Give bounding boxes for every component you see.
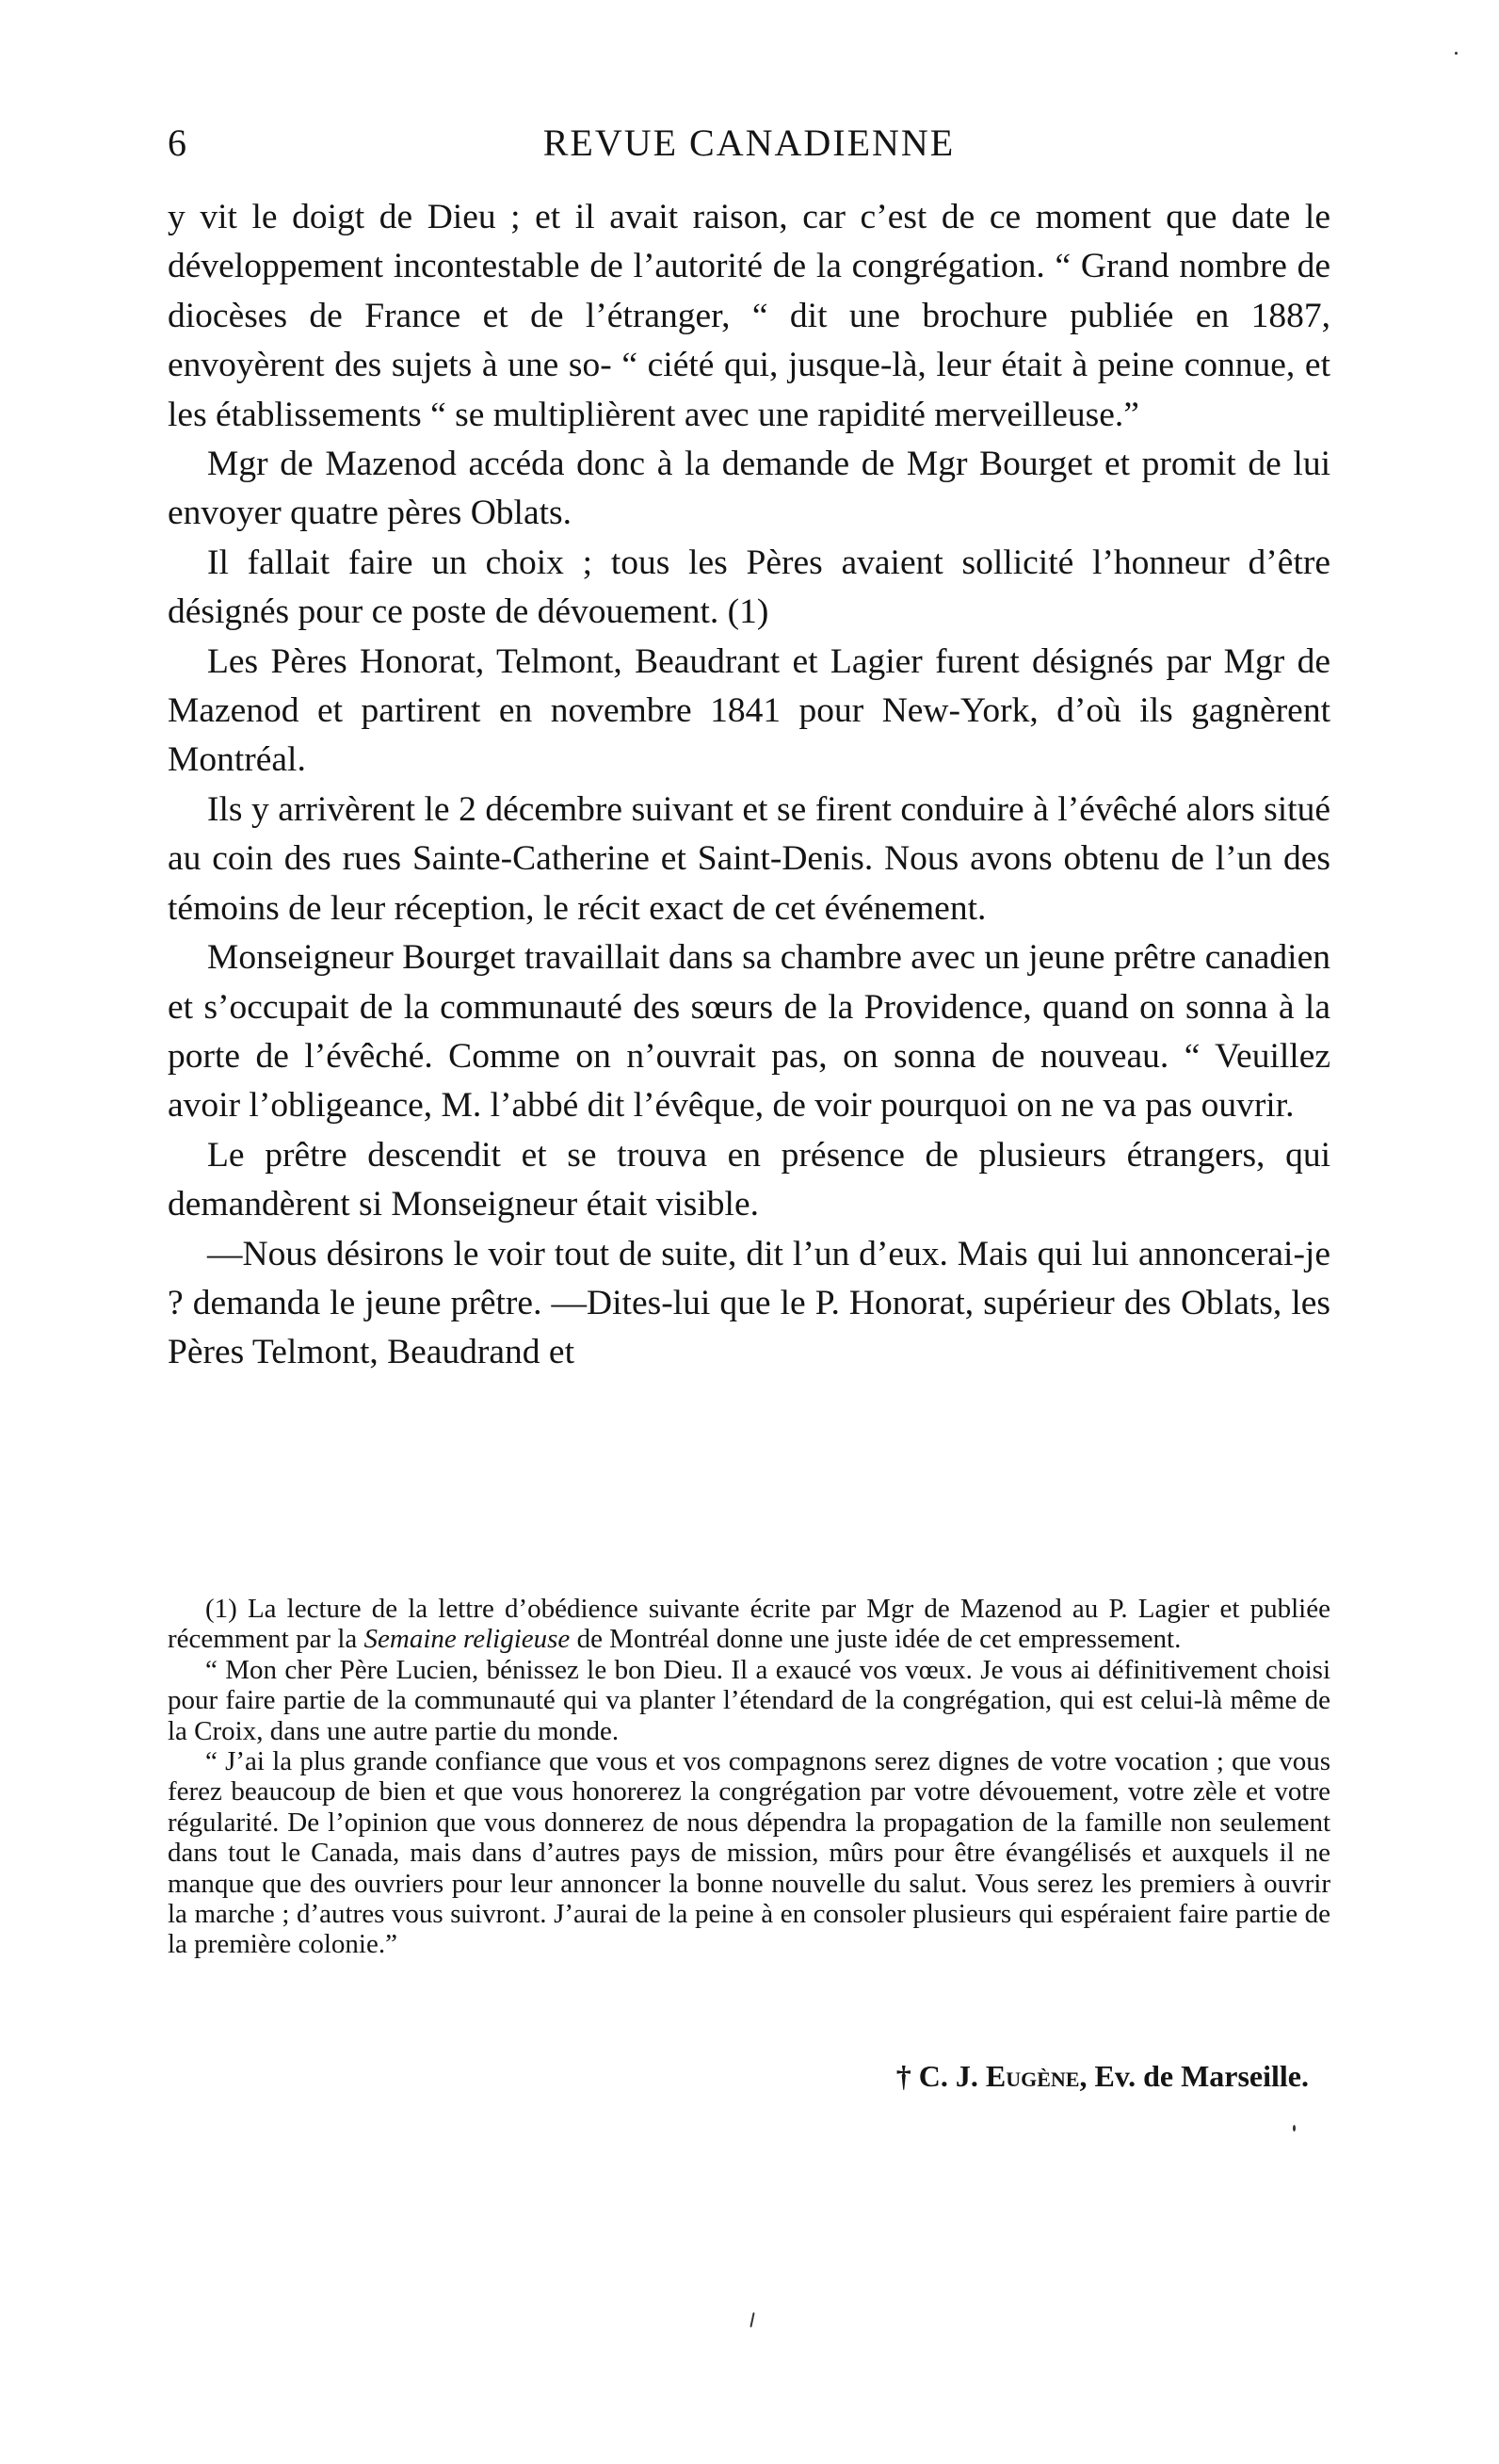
page-header (168, 115, 1330, 171)
footnote-1-text-end: de Montréal donne une juste idée de cet empressement. (570, 1624, 1182, 1655)
signature (168, 2055, 1309, 2097)
running-head: REVUE CANADIENNE (542, 122, 956, 164)
footnote-1-text: (1) La lecture de la lettre d’obédience suivante écrite par Mgr de Mazenod au P. Lagier et publiée récemment par la (168, 1594, 1330, 1655)
signature-prefix: † C. J. (895, 2059, 986, 2093)
paragraph-6: Monseigneur Bourget travaillait dans sa chambre avec un jeune prêtre canadien et s’occupait de la communauté des sœurs de la Providence, quand on sonna à la porte de l’évêché. Comme on n’ouvrait pas, on sonna de nouveau. “ Veuillez avoir l’obligeance, M. l’abbé dit l’évêque, de voir pourquoi on ne va pas ouvrir. (168, 938, 1330, 1126)
ink-speck (1455, 52, 1458, 55)
paragraph-4: Les Pères Honorat, Telmont, Beaudrant et Lagier furent désignés par Mgr de Mazenod et partirent en novembre 1841 pour New-York, d’où ils gagnèrent Montréal. (168, 641, 1330, 780)
page-number: 6 (168, 122, 186, 164)
paragraph-1: y vit le doigt de Dieu ; et il avait raison, car c’est de ce moment que date le développement incontestable de l’autorité de la congrégation. “ Grand nombre de diocèses de France et de l’étranger, “ dit une brochure publiée en 1887, envoyèrent des sujets à une so- “ ciété qui, jusque-là, leur était à peine connue, et les établissements “ se multiplièrent avec une rapidité merveilleuse.” (168, 198, 1330, 434)
ink-speck (1293, 2125, 1296, 2132)
footnote-1 (168, 1594, 1330, 1655)
ink-speck (750, 2312, 754, 2327)
paragraph-2: Mgr de Mazenod accéda donc à la demande de Mgr Bourget et promit de lui envoyer quatre pères Oblats. (168, 445, 1330, 533)
paragraph-7: Le prêtre descendit et se trouva en présence de plusieurs étrangers, qui demandèrent si Monseigneur était visible. (168, 1135, 1330, 1224)
body-text (168, 193, 1330, 1378)
footnote-letter-1: “ Mon cher Père Lucien, bénissez le bon Dieu. Il a exaucé vos vœux. Je vous ai définitivement choisi pour faire partie de la communauté qui va planter l’étendard de la congrégation, qui est celui-là même de la Croix, dans une autre partie du monde. (168, 1654, 1330, 1746)
signature-suffix: , Ev. de Marseille. (1079, 2059, 1309, 2093)
footnote-letter-2: “ J’ai la plus grande confiance que vous et vos compagnons serez dignes de votre vocation ; que vous ferez beaucoup de bien et que vous honorerez la congrégation par votre dévouement, votre zèle et votre régularité. De l’opinion que vous donnerez de nous dépendra la propagation de la famille non seulement dans tout le Canada, mais dans d’autres pays de mission, mûrs pour être évangélisés et auxquels il ne manque que des ouvriers pour leur annoncer la bonne nouvelle du salut. Vous serez les premiers à ouvrir la marche ; d’autres vous suivront. J’aurai de la peine à en consoler plusieurs qui espéraient faire partie de la première colonie.” (168, 1746, 1330, 1960)
signature-name: Eugène (985, 2059, 1080, 2093)
paragraph-5: Ils y arrivèrent le 2 décembre suivant et se firent conduire à l’évêché alors situé au coin des rues Sainte-Catherine et Saint-Denis. Nous avons obtenu de l’un des témoins de leur réception, le récit exact de cet événement. (168, 789, 1330, 928)
footnote-1-italic: Semaine religieuse (363, 1624, 571, 1655)
paragraph-3: Il fallait faire un choix ; tous les Pères avaient sollicité l’honneur d’être désignés pour ce poste de dévouement. (1) (168, 543, 1330, 632)
paragraph-8: —Nous désirons le voir tout de suite, dit l’un d’eux. Mais qui lui annoncerai-je ? demanda le jeune prêtre. —Dites-lui que le P. Honorat, supérieur des Oblats, les Pères Telmont, Beaudrand et (168, 1234, 1330, 1372)
footnotes (168, 1594, 1330, 1960)
